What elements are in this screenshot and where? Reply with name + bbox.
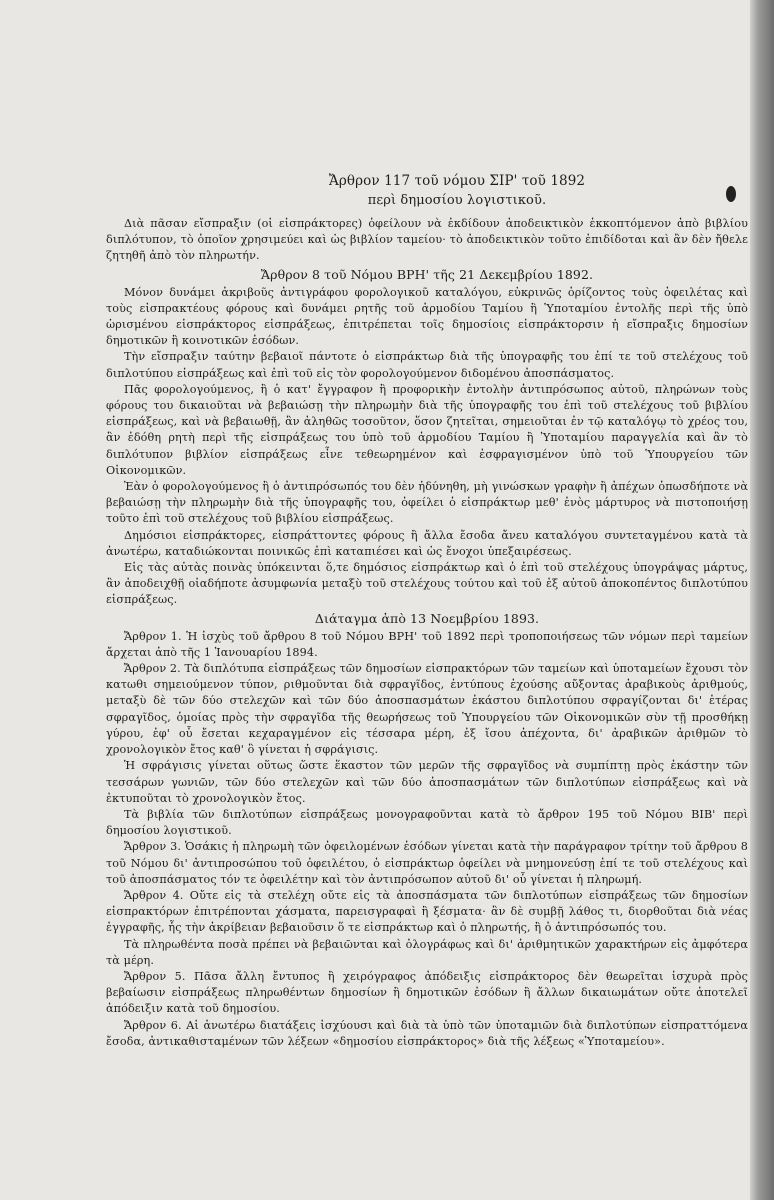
article-2: Ἄρθρον 2. Τὰ διπλότυπα εἰσπράξεως τῶν δημοσίων εἰσπρακτόρων τῶν ταμείων καὶ ὑποταμείων ἔχουσι τὸν κατωθι σημειούμενον τύπον, ριθμοῦνται διὰ σφραγῖδος, ἐντύπους ἐχούσης αὔξοντας ἀραβικοὺς ἀριθμούς, μεταξὺ δὲ τῶν δύο στελεχῶν καὶ τῶν δύο ἀποσπασμάτων ἑκάστου διπλοτύπου σφραγίζονται δι' ἑτέρας σφραγῖδος, ὁμοίας πρὸς τὴν σφραγῖδα τῆς θεωρήσεως τοῦ Ὑπουργείου τῶν Οἰκονομικῶν σὺν τῇ προσθήκῃ γύρου, ἐφ' οὗ ἔσεται κεχαραγμένον εἰς τέσσαρα μέρη, ἐξ ἴσου ἀπέχοντα, δι' ἀραβικῶν ἀριθμῶν τὸ χρονολογικὸν ἔτος καθ' ὃ γίνεται ἡ σφράγισις.	[106, 662, 748, 757]
paragraph: Εἰς τὰς αὐτὰς ποινὰς ὑπόκεινται ὅ,τε δημόσιος εἰσπράκτωρ καὶ ὁ ἐπὶ τοῦ στελέχους ὑπογράψας μάρτυς, ἂν ἀποδειχθῇ οἱαδήποτε ἀσυμφωνία μεταξὺ τοῦ στελέχους τούτου καὶ τοῦ ἐξ αὐτοῦ ἀποκοπέντος διπλοτύπου εἰσπράξεως.	[106, 561, 748, 607]
page-edge-shadow	[750, 0, 774, 1200]
paragraph: Τὰ βιβλία τῶν διπλοτύπων εἰσπράξεως μονογραφοῦνται κατὰ τὸ ἄρθρον 195 τοῦ Νόμου ΒΙΒ' περὶ δημοσίου λογιστικοῦ.	[106, 807, 748, 838]
paragraph: Διὰ πᾶσαν εἴσπραξιν (οἱ εἰσπράκτορες) ὀφείλουν νὰ ἐκδίδουν ἀποδεικτικὸν ἐκκοπτόμενον ἀπὸ βιβλίου διπλότυπον, τὸ ὁποῖον χρησιμεύει καὶ ὡς βιβλίον ταμείου· τὸ ἀποδεικτικὸν τοῦτο ἐπιδίδοται καὶ ἂν δὲν ἤθελε ζητηθῆ ἀπὸ τὸν πληρωτήν.	[106, 217, 748, 263]
article-1: Ἄρθρον 1. Ἡ ἰσχὺς τοῦ ἄρθρου 8 τοῦ Νόμου ΒΡΗ' τοῦ 1892 περὶ τροποποιήσεως τῶν νόμων περὶ ταμείων ἄρχεται ἀπὸ τῆς 1 Ἰανουαρίου 1894.	[106, 629, 748, 659]
article-6: Ἄρθρον 6. Αἱ ἀνωτέρω διατάξεις ἰσχύουσι καὶ διὰ τὰ ὑπὸ τῶν ὑποταμιῶν διὰ διπλοτύπων εἰσπραττόμενα ἔσοδα, ἀντικαθισταμένων τῶν λέξεων «δημοσίου εἰσπράκτορος» διὰ τῆς λέξεως «Ὑποταμείου».	[106, 1018, 748, 1048]
paragraph: Πᾶς φορολογούμενος, ἢ ὁ κατ' ἔγγραφον ἢ προφορικὴν ἐντολὴν ἀντιπρόσωπος αὐτοῦ, πληρώνων τοὺς φόρους του δικαιοῦται νὰ βεβαιώσῃ τὴν πληρωμὴν διὰ τῆς ὑπογραφῆς του ἐπὶ τοῦ στελέχους τοῦ βιβλίου εἰσπράξεως, καὶ νὰ βεβαιωθῇ, ἂν ἀληθῶς τοσοῦτον, ὅσον ζητεῖται, σημειοῦται ἐν τῷ καταλόγῳ τὸ χρέος του, ἂν ἐδόθη ρητὴ περὶ τῆς εἰσπράξεως του ὑπὸ τοῦ ἁρμοδίου Ταμίου ἢ Ὑποταμίου παραγγελία καὶ ἂν τὸ διπλότυπον βιβλίον εἰσπράξεως εἶνε τεθεωρημένον καὶ ἐσφραγισμένον ὑπὸ τοῦ Ὑπουργείου τῶν Οἰκονομικῶν.	[106, 382, 748, 477]
paragraph: Δημόσιοι εἰσπράκτορες, εἰσπράττοντες φόρους ἢ ἄλλα ἔσοδα ἄνευ καταλόγου συντεταγμένου κατὰ τὰ ἀνωτέρω, καταδιώκονται ποινικῶς ἐπὶ καταπιέσει καὶ ὡς ἔνοχοι ὑπεξαιρέσεως.	[106, 528, 748, 558]
paragraph: Ἐὰν ὁ φορολογούμενος ἢ ὁ ἀντιπρόσωπός του δὲν ἠδύνηθη, μὴ γινώσκων γραφὴν ἢ ἀπέχων ὁπωσδήποτε νὰ βεβαιώσῃ τὴν πληρωμὴν διὰ τῆς ὑπογραφῆς του, ὀφείλει ὁ εἰσπράκτωρ μεθ' ἑνὸς μάρτυρος νὰ πιστοποιήσῃ τοῦτο ἐπὶ τοῦ στελέχους τοῦ βιβλίου εἰσπράξεως.	[106, 480, 748, 526]
document-title: Ἄρθρον 117 τοῦ νόμου ΣΙΡ' τοῦ 1892	[328, 173, 586, 189]
article-4: Ἄρθρον 4. Οὔτε εἰς τὰ στελέχη οὔτε εἰς τὰ ἀποσπάσματα τῶν διπλοτύπων εἰσπράξεως τῶν δημοσίων εἰσπρακτόρων ἐπιτρέπονται χάσματα, παρεισγραφαὶ ἢ ξέσματα· ἂν δὲ συμβῇ λάθος τι, διορθοῦται διὰ νέας ἐγγραφῆς, ἧς τὴν ἀκρίβειαν βεβαιοῦσιν ὅ τε εἰσπράκτωρ καὶ ὁ πληρωτής, ἢ ὁ ἀντιπρόσωπός του.	[106, 888, 748, 935]
paragraph: Τὰ πληρωθέντα ποσὰ πρέπει νὰ βεβαιῶνται καὶ ὁλογράφως καὶ δι' ἀριθμητικῶν χαρακτήρων εἰς ἀμφότερα τὰ μέρη.	[106, 937, 748, 967]
section-heading-law: Ἄρθρον 8 τοῦ Νόμου ΒΡΗ' τῆς 21 Δεκεμβρίου 1892.	[260, 266, 594, 282]
document-subtitle: περὶ δημοσίου λογιστικοῦ.	[367, 193, 547, 208]
section-heading-decree: Διάταγμα ἀπὸ 13 Νοεμβρίου 1893.	[314, 610, 540, 626]
paragraph: Ἡ σφράγισις γίνεται οὕτως ὥστε ἕκαστον τῶν μερῶν τῆς σφραγῖδος νὰ συμπίπτῃ πρὸς ἑκάστην τῶν τεσσάρων γωνιῶν, τῶν δύο στελεχῶν καὶ τῶν δύο ἀποσπασμάτων τῶν διπλοτύπων εἰσπράξεως καὶ νὰ ἐκτυποῦται τὸ χρονολογικὸν ἔτος.	[106, 759, 748, 805]
article-3: Ἄρθρον 3. Ὁσάκις ἡ πληρωμὴ τῶν ὀφειλομένων ἐσόδων γίνεται κατὰ τὴν παράγραφον τρίτην τοῦ ἄρθρου 8 τοῦ Νόμου δι' ἀντιπροσώπου τοῦ ὀφειλέτου, ὁ εἰσπράκτωρ ὀφείλει νὰ μνημονεύσῃ ἐπί τε τοῦ στελέχους καὶ τοῦ ἀποσπάσματος τόν τε ὀφειλέτην καὶ τὸν ἀντιπρόσωπον αὐτοῦ δι' οὗ γίνεται ἡ πληρωμή.	[106, 840, 748, 886]
paragraph: Τὴν εἴσπραξιν ταύτην βεβαιοῖ πάντοτε ὁ εἰσπράκτωρ διὰ τῆς ὑπογραφῆς του ἐπί τε τοῦ στελέχους τοῦ διπλοτύπου εἰσπράξεως καὶ ἐπὶ τοῦ εἰς τὸν φορολογούμενον διδομένου ἀποσπάσματος.	[106, 350, 748, 380]
paragraph: Μόνον δυνάμει ἀκριβοῦς ἀντιγράφου φορολογικοῦ καταλόγου, εὐκρινῶς ὁρίζοντος τοὺς ὀφειλέτας καὶ τοὺς εἰσπρακτέους φόρους καὶ δυνάμει ρητῆς τοῦ ἁρμοδίου Ταμίου ἢ Ὑποταμίου ἐντολῆς περὶ τῆς ὑπὸ ὡρισμένου εἰσπράκτορος εἰσπράξεως, ἐπιτρέπεται τοῖς δημοσίοις εἰσπράκτορσιν ἡ εἴσπραξις δημοσίων δημοτικῶν ἢ κοινοτικῶν ἐσόδων.	[106, 285, 748, 348]
article-5: Ἄρθρον 5. Πᾶσα ἄλλη ἔντυπος ἢ χειρόγραφος ἀπόδειξις εἰσπράκτορος δὲν θεωρεῖται ἰσχυρὰ πρὸς βεβαίωσιν εἰσπράξεως πληρωθέντων δημοσίων ἢ δημοτικῶν ἐσόδων ἢ ἄλλων δικαιωμάτων οὔτε ἀποτελεῖ ἀπόδειξιν κατὰ τοῦ δημοσίου.	[106, 969, 748, 1016]
document-text	[106, 172, 748, 1050]
